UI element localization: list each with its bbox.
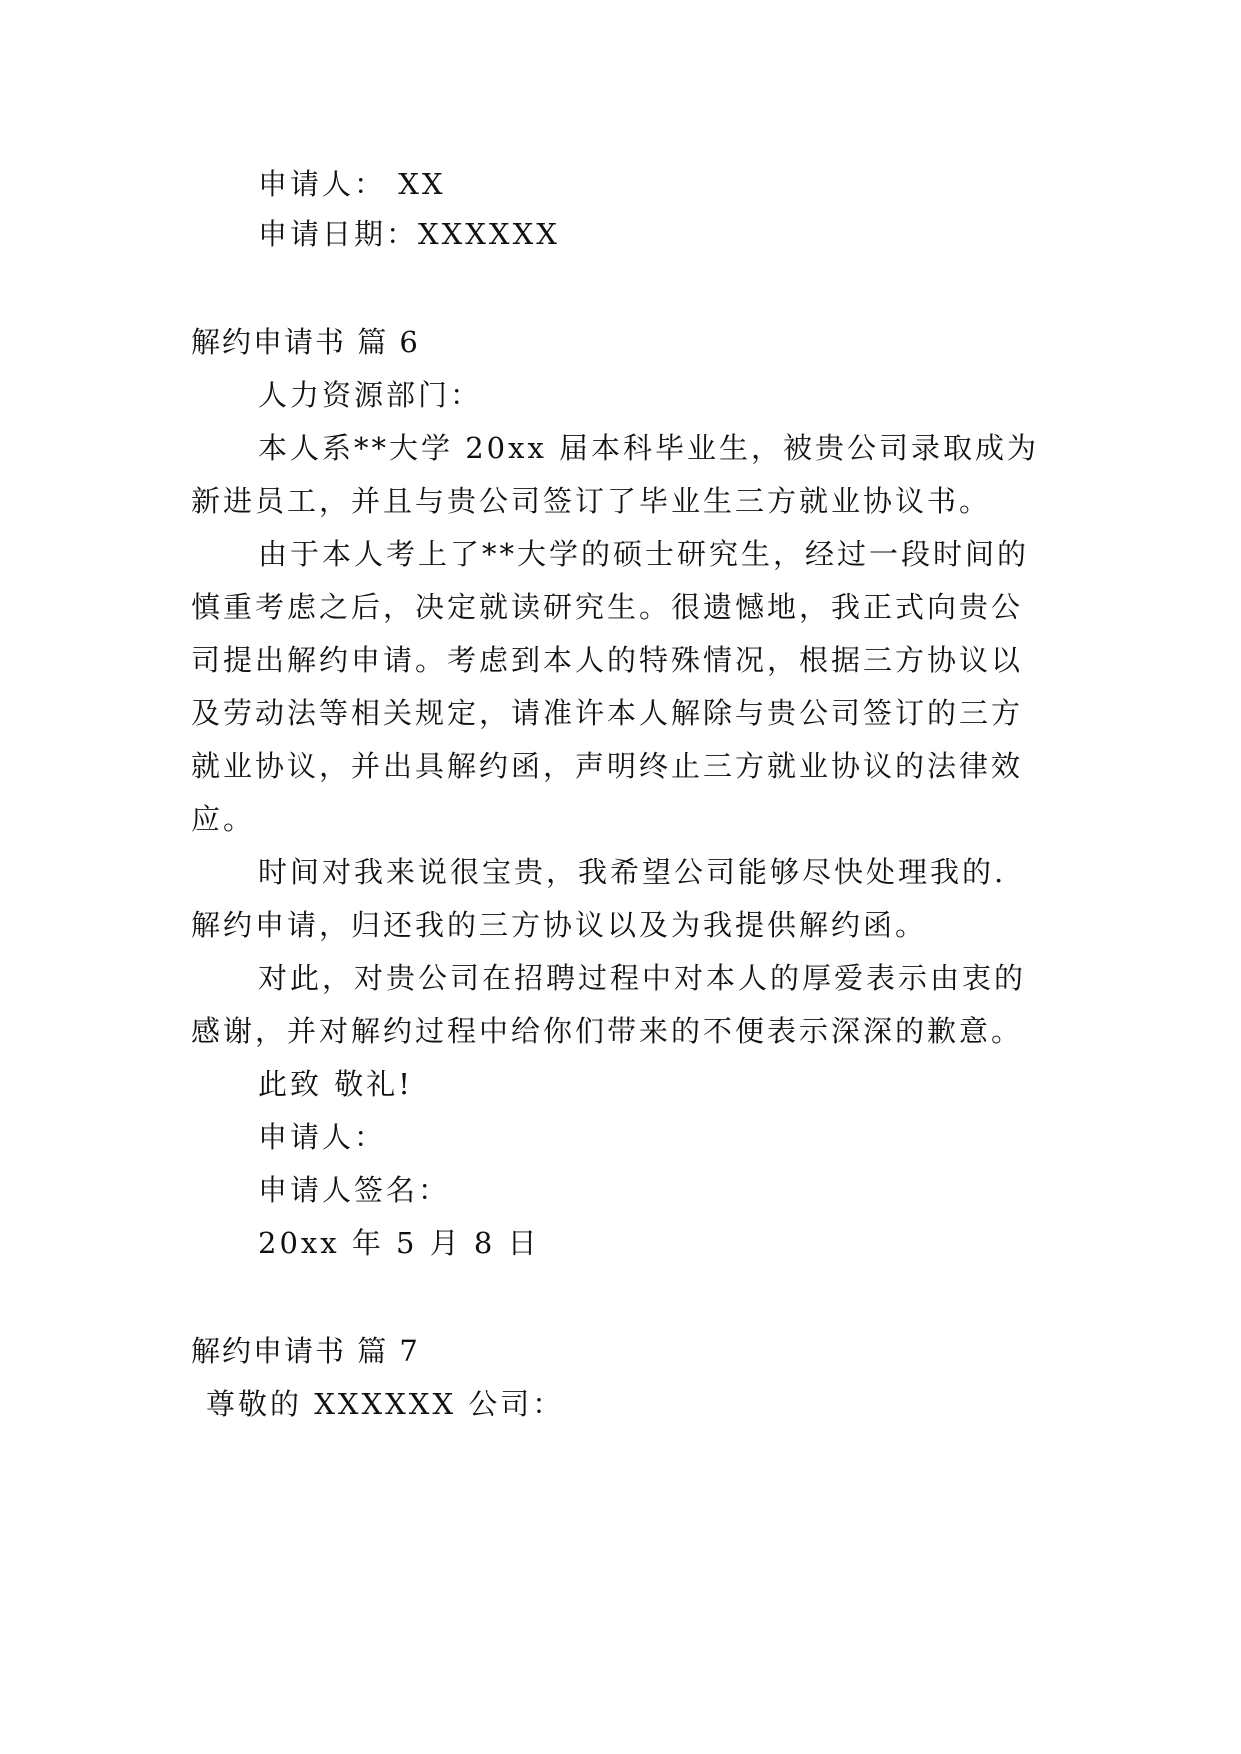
body-line-8: 应。 [191,802,256,836]
salutation-company: 尊敬的 XXXXXX 公司： [206,1387,565,1421]
body-line-5: 司提出解约申请。考虑到本人的特殊情况，根据三方协议以 [191,643,1024,677]
section-heading-6: 解约申请书 篇 6 [191,325,420,359]
application-date-line: 申请日期：XXXXXX [258,217,560,251]
body-line-12: 感谢，并对解约过程中给你们带来的不便表示深深的歉意。 [191,1014,1024,1048]
body-line-6: 及劳动法等相关规定，请准许本人解除与贵公司签订的三方 [191,696,1024,730]
body-line-4: 慎重考虑之后，决定就读研究生。很遗憾地，我正式向贵公 [191,590,1024,624]
body-line-1: 本人系**大学 20xx 届本科毕业生，被贵公司录取成为 [258,431,1040,465]
applicant-label: 申请人： [258,1120,387,1154]
signature-label: 申请人签名： [258,1173,451,1207]
closing-line: 此致 敬礼! [258,1067,413,1101]
body-line-2: 新进员工，并且与贵公司签订了毕业生三方就业协议书。 [191,484,992,518]
applicant-line: 申请人： XX [258,167,446,201]
body-line-11: 对此，对贵公司在招聘过程中对本人的厚爱表示由衷的 [258,961,1027,995]
section-heading-7: 解约申请书 篇 7 [191,1334,420,1368]
body-line-10: 解约申请，归还我的三方协议以及为我提供解约函。 [191,908,928,942]
body-line-3: 由于本人考上了**大学的硕士研究生，经过一段时间的 [258,537,1030,571]
letter-date: 20xx 年 5 月 8 日 [258,1226,540,1260]
salutation-hr: 人力资源部门： [258,378,483,412]
body-line-9: 时间对我来说很宝贵，我希望公司能够尽快处理我的. [258,855,1007,889]
body-line-7: 就业协议，并出具解约函，声明终止三方就业协议的法律效 [191,749,1024,783]
